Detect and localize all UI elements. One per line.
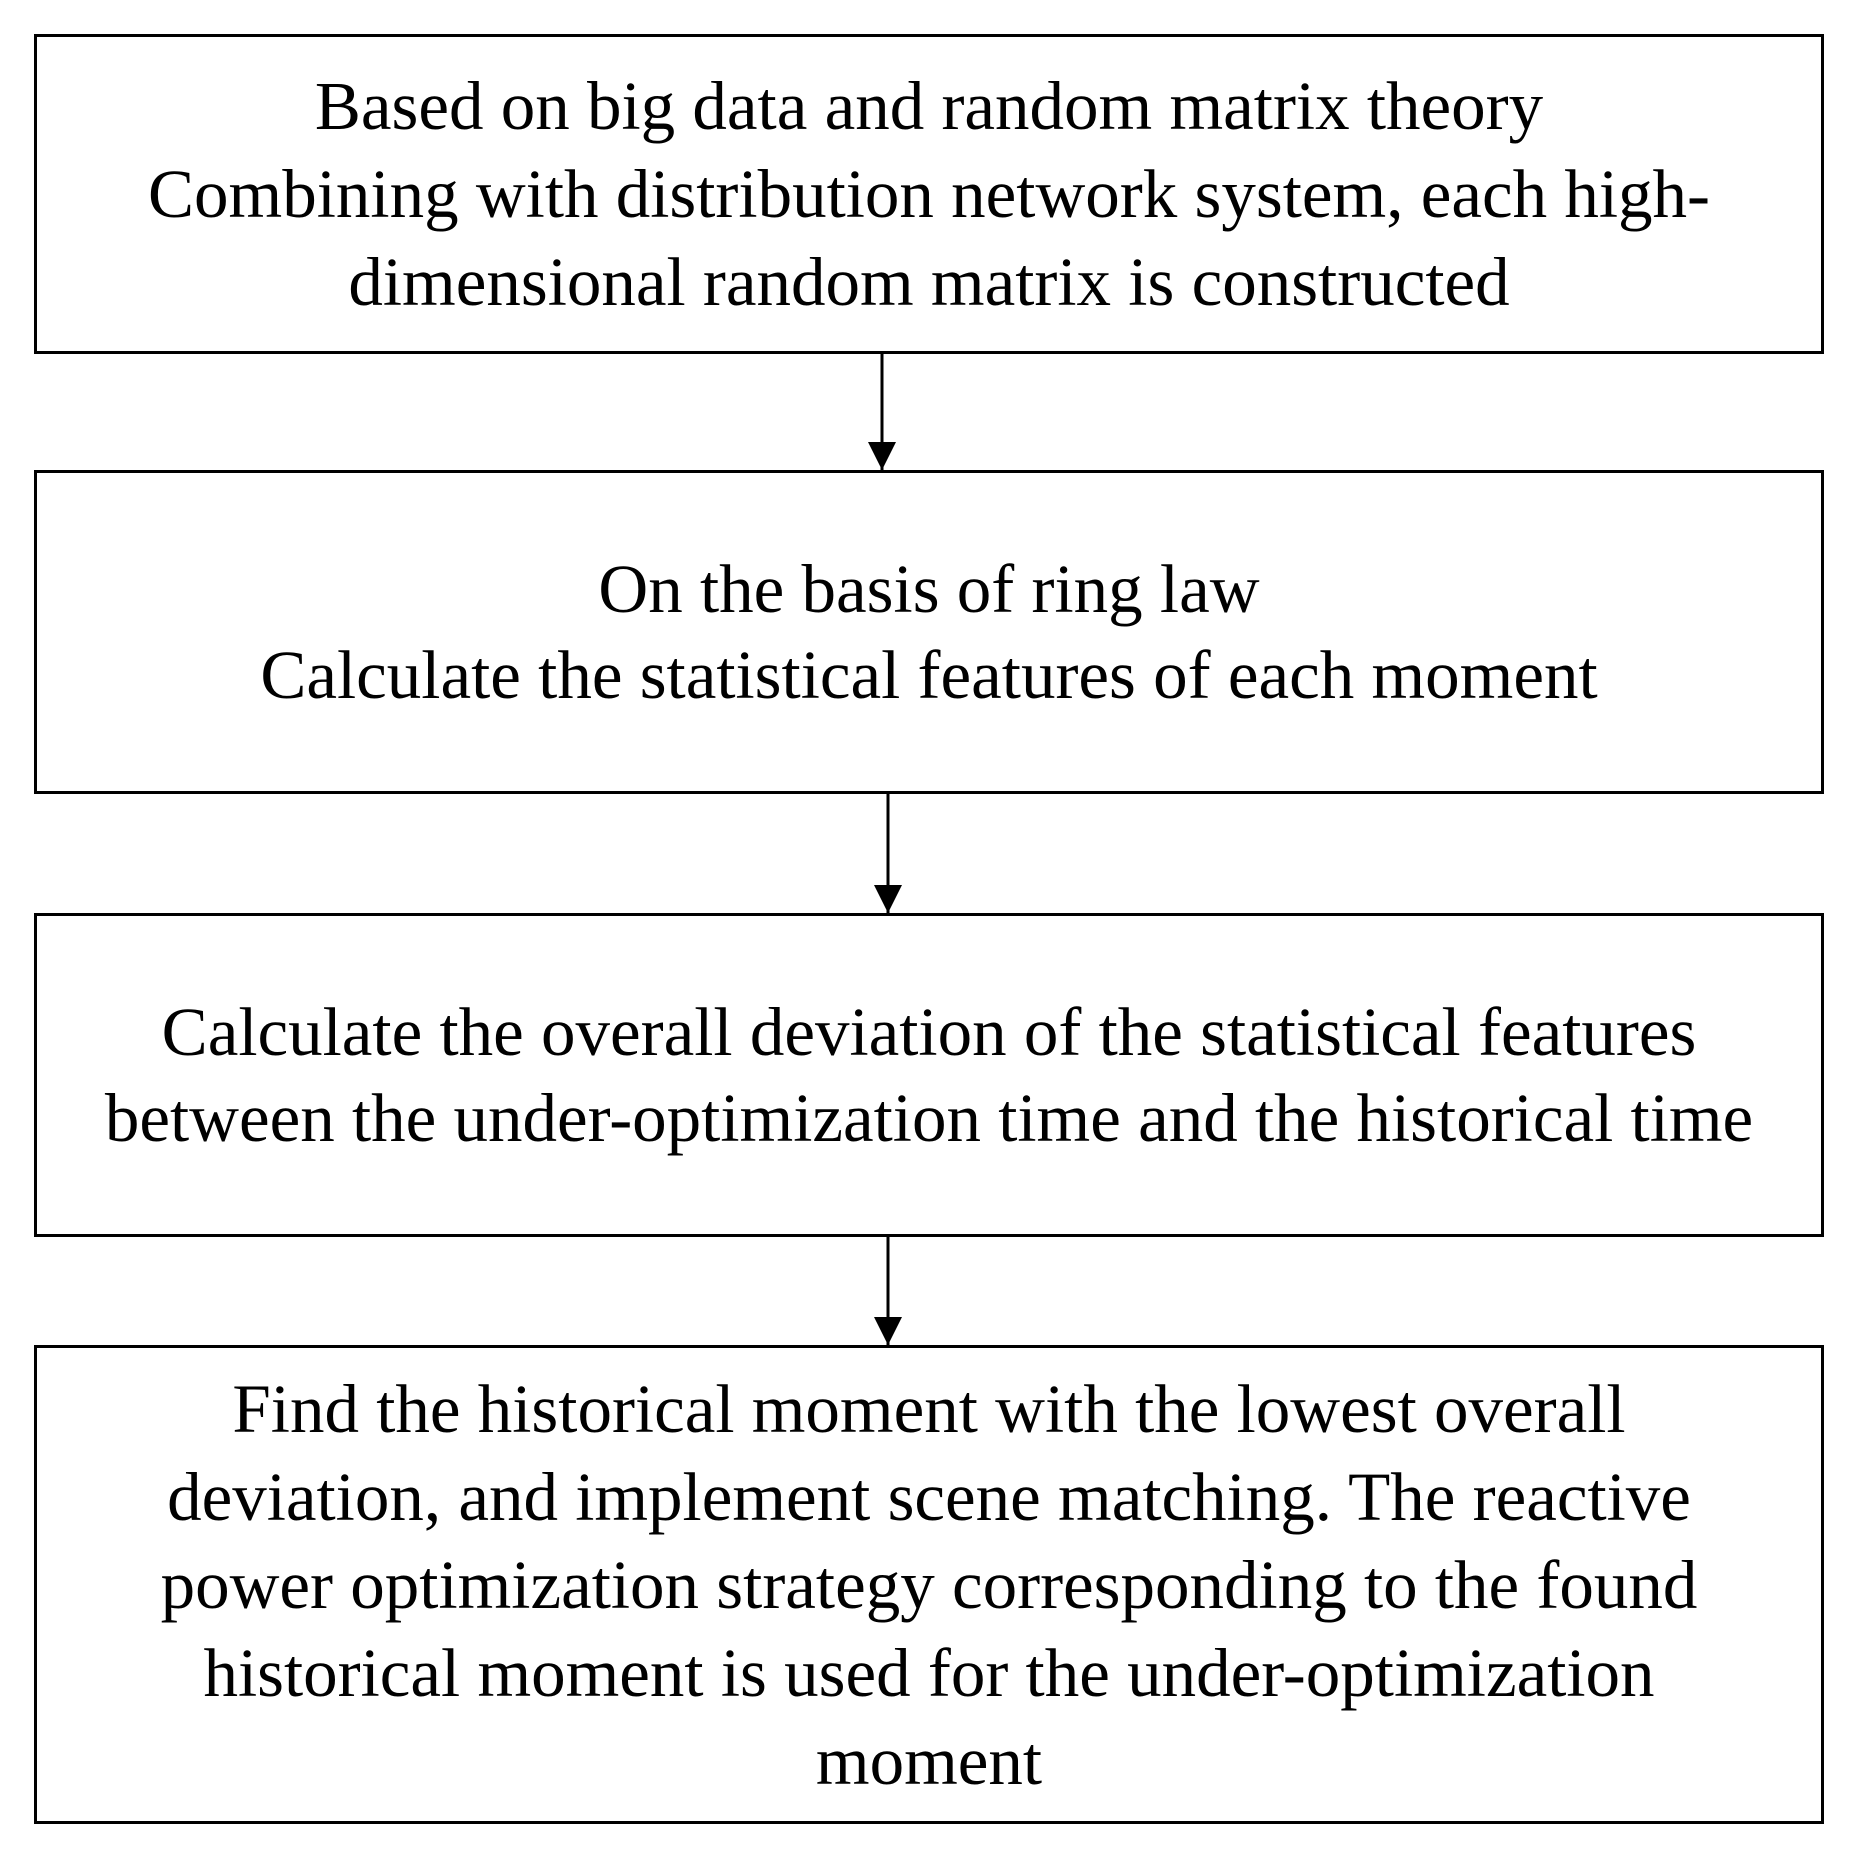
step-1-box (34, 34, 1824, 354)
step-4-line-5: moment (815, 1722, 1043, 1799)
step-1-line-1: Based on big data and random matrix theory (314, 68, 1544, 144)
step-1-line-2: Combining with distribution network system, each high- (148, 156, 1710, 232)
step-4-line-4: historical moment is used for the under-optimization (203, 1634, 1655, 1711)
step-4-box (34, 1345, 1824, 1824)
step-4-line-3: power optimization strategy corresponding to the found (160, 1546, 1698, 1623)
step-3-line-2: between the under-optimization time and the historical time (104, 1080, 1754, 1156)
step-1-line-3: dimensional random matrix is constructed (348, 244, 1510, 320)
step-4-line-1: Find the historical moment with the lowest overall (232, 1370, 1626, 1447)
step-2-box (34, 470, 1824, 794)
step-3-box (34, 913, 1824, 1237)
step-3-line-1: Calculate the overall deviation of the statistical features (161, 994, 1697, 1070)
step-2-line-2: Calculate the statistical features of each moment (260, 637, 1598, 713)
step-4-line-2: deviation, and implement scene matching. The reactive (167, 1458, 1691, 1535)
step-2-line-1: On the basis of ring law (598, 551, 1260, 627)
